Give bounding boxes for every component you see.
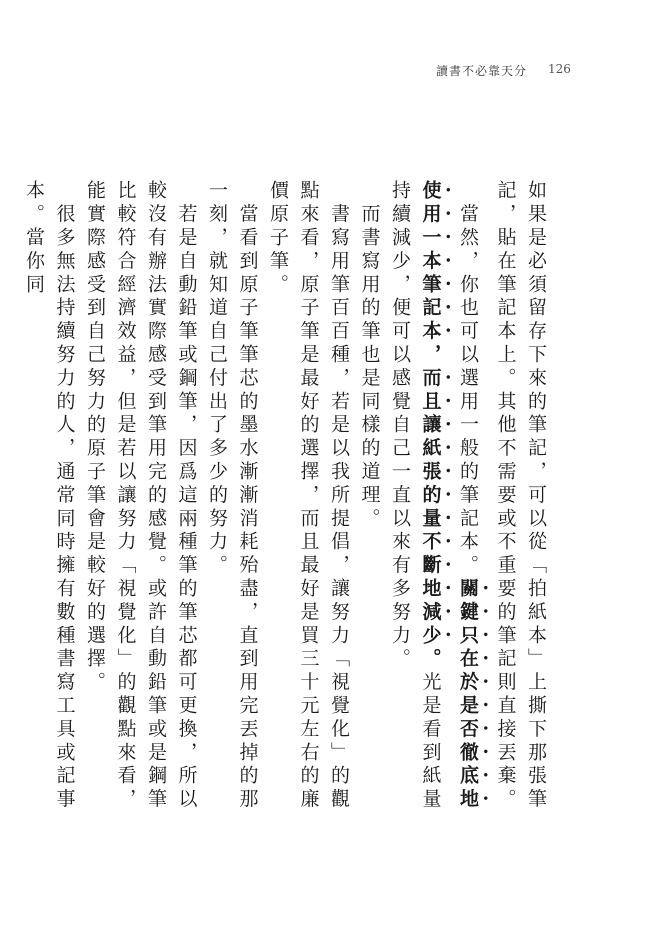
paragraph-text: 當看到原子筆筆芯的墨水漸漸消耗殆盡，直到用完丟掉的那一刻，就知道自己付出了多少的努力。 [206,180,259,812]
paragraph-text: 光是看到紙量持續減少，便可以感覺自己一直以來有多努力。 [389,180,442,812]
paragraph [80,180,202,820]
running-head-title: 讀書不必靠天分 [436,64,528,78]
paragraph-text: 當然，你也可以選用一般的筆記本。 [457,203,479,578]
paragraph [385,180,491,820]
emphasized-text: 關鍵只在於是否徹底地使用一本筆記本，而且讓紙張的量不斷地減少。 [419,180,479,812]
paragraph-text: 而書寫用的筆也是同樣的道理。 [358,203,381,532]
paragraph [354,180,385,820]
paragraph-text: 很多無法持續努力的人，通常同時擁有數種書寫工具或記事本。當你同 [23,180,76,812]
paragraph-text: 書寫用筆百百種，若是以我所提倡，讓努力「視覺化」的觀點來看，原子筆是最好的選擇，而且最好是買三十元左右的廉價原子筆。 [267,180,350,812]
paragraph-text: 若是自動鉛筆或鋼筆，因爲這兩種筆的筆芯都可更換，所以較沒有辦法實際感受到筆用完的感覺。或許自動鉛筆或是鋼筆比較符合經濟效益，但是若以讓努力「視覺化」的觀點來看，能實際感受到自己努力的原子筆會是較好的選擇。 [84,180,198,812]
paragraph-text: 如果是必須留存下來的筆記，可以從「拍紙本」上撕下那張筆記，貼在筆記本上。其他不需要或不重要的筆記則直接丟棄。 [494,180,547,812]
page-number: 126 [548,62,571,76]
paragraph [490,180,551,820]
body-text [19,180,552,820]
paragraph [263,180,355,820]
paragraph [202,180,263,820]
paragraph [19,180,80,820]
